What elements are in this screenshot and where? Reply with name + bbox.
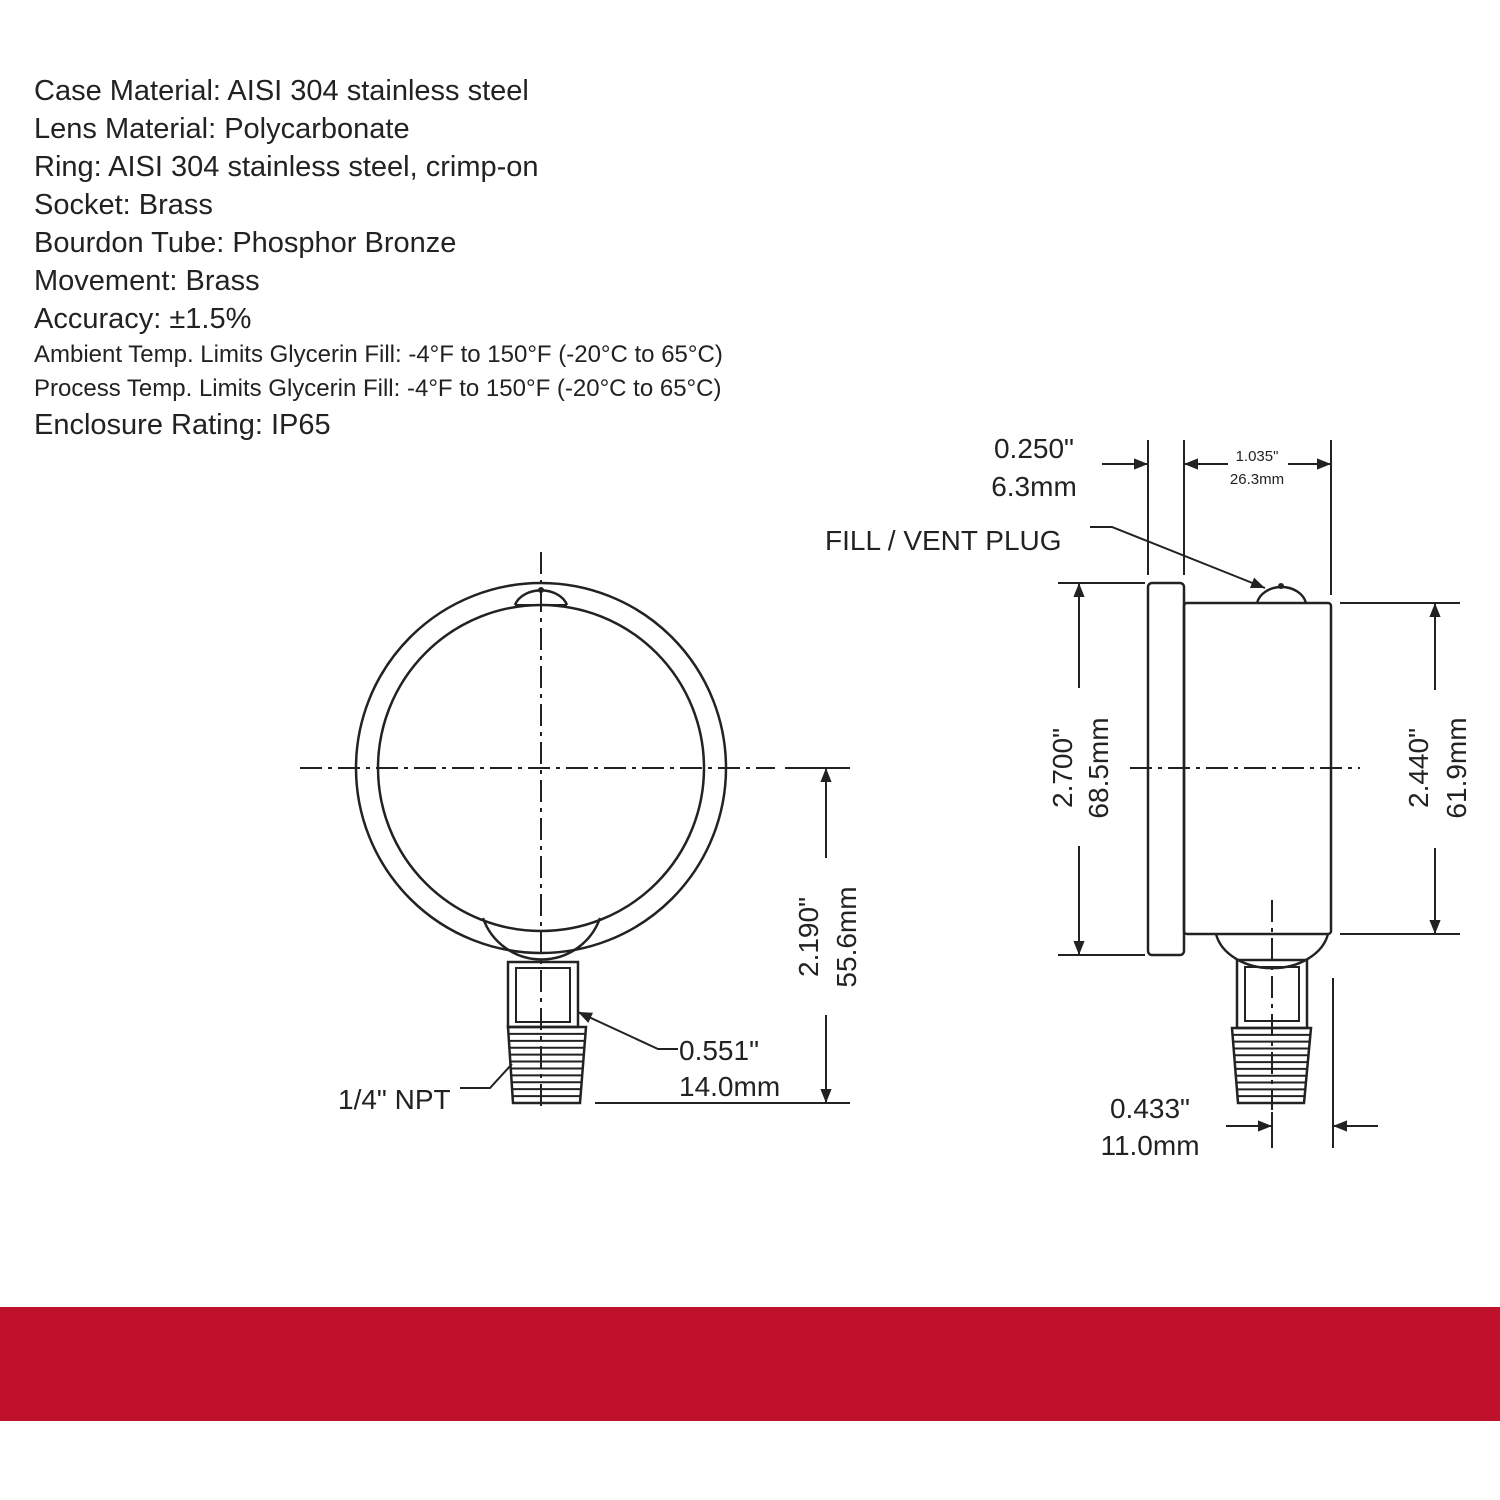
side-plug-label: FILL / VENT PLUG	[825, 525, 1062, 556]
front-npt-thread	[508, 1027, 586, 1103]
front-socket-hex-inner	[516, 968, 570, 1022]
spec-lens-material: Lens Material: Polycarbonate	[34, 113, 410, 145]
front-height-mm: 55.6mm	[831, 886, 862, 988]
front-hex-mm: 14.0mm	[679, 1071, 781, 1102]
front-npt-label: 1/4" NPT	[338, 1084, 451, 1115]
side-case-dia-mm: 61.9mm	[1441, 717, 1472, 819]
front-height-in: 2.190"	[793, 896, 824, 978]
side-vent-plug	[1257, 587, 1306, 603]
side-ring-dia-in: 2.700"	[1047, 727, 1078, 809]
side-ring-mm: 6.3mm	[991, 471, 1077, 502]
side-stem-mm: 11.0mm	[1100, 1130, 1200, 1161]
side-ring-in: 0.250"	[993, 433, 1075, 464]
side-case-dia-in: 2.440"	[1403, 727, 1434, 809]
side-depth-in: 1.035"	[1235, 448, 1279, 465]
spec-movement: Movement: Brass	[34, 265, 260, 297]
spec-accuracy: Accuracy: ±1.5%	[34, 303, 252, 335]
spec-enclosure-rating: Enclosure Rating: IP65	[34, 409, 331, 441]
front-vent-plug-tip	[538, 587, 544, 593]
spec-case-material: Case Material: AISI 304 stainless steel	[34, 75, 529, 107]
side-view	[825, 433, 1472, 1161]
side-plug-leader	[1090, 527, 1265, 588]
brand-color-band	[0, 1307, 1500, 1421]
front-thread-lines	[508, 1034, 585, 1096]
front-socket-hex	[508, 962, 578, 1027]
side-vent-plug-tip	[1278, 583, 1284, 589]
side-ring-dia-mm: 68.5mm	[1083, 717, 1114, 819]
spec-ambient-temp: Ambient Temp. Limits Glycerin Fill: -4°F to 150°F (-20°C to 65°C)	[34, 341, 723, 368]
spec-process-temp: Process Temp. Limits Glycerin Fill: -4°F to 150°F (-20°C to 65°C)	[34, 375, 722, 402]
side-stem-in: 0.433"	[1109, 1093, 1191, 1124]
spec-ring: Ring: AISI 304 stainless steel, crimp-on	[34, 151, 539, 183]
front-hex-leader	[578, 1012, 678, 1049]
side-depth-mm: 26.3mm	[1229, 471, 1285, 488]
front-hex-in: 0.551"	[679, 1035, 760, 1066]
front-npt-leader	[460, 1064, 512, 1088]
spec-bourdon-tube: Bourdon Tube: Phosphor Bronze	[34, 227, 457, 259]
front-view	[300, 552, 862, 1115]
spec-socket: Socket: Brass	[34, 189, 213, 221]
